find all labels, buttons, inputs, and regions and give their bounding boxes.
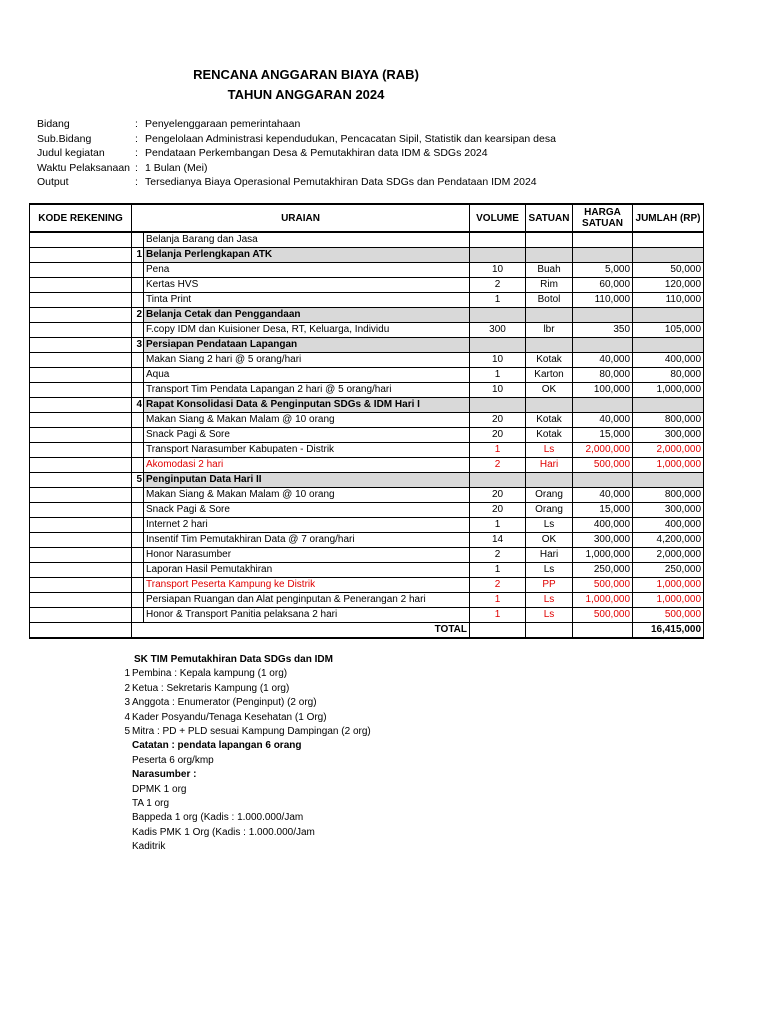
note-text: Kader Posyandu/Tenaga Kesehatan (1 Org) — [132, 711, 327, 723]
total-kode — [30, 623, 132, 639]
total-label: TOTAL — [132, 623, 470, 639]
cell-kode — [30, 473, 132, 488]
cell-harga: 5,000 — [573, 263, 633, 278]
note-line — [124, 696, 371, 710]
note-line — [130, 739, 371, 753]
table-row — [30, 458, 704, 473]
cell-no — [132, 548, 144, 563]
cell-volume: 1 — [470, 608, 526, 623]
cell-uraian: Snack Pagi & Sore — [144, 503, 470, 518]
cell-uraian: Aqua — [144, 368, 470, 383]
cell-no — [132, 383, 144, 398]
cell-harga — [573, 338, 633, 353]
meta-row — [37, 132, 556, 147]
note-number — [116, 739, 131, 753]
cell-satuan: Ls — [526, 563, 573, 578]
cell-satuan: Ls — [526, 593, 573, 608]
cell-uraian: Internet 2 hari — [144, 518, 470, 533]
table-row — [30, 232, 704, 248]
note-number — [116, 840, 131, 854]
cell-harga: 60,000 — [573, 278, 633, 293]
cell-uraian: Penginputan Data Hari II — [144, 473, 470, 488]
table-row — [30, 593, 704, 608]
table-row — [30, 293, 704, 308]
cell-satuan — [526, 308, 573, 323]
cell-jumlah: 50,000 — [633, 263, 704, 278]
cell-kode — [30, 383, 132, 398]
cell-satuan: Botol — [526, 293, 573, 308]
cell-no — [132, 413, 144, 428]
note-number — [116, 754, 131, 768]
note-line — [130, 653, 371, 667]
cell-harga: 2,000,000 — [573, 443, 633, 458]
cell-satuan: Kotak — [526, 353, 573, 368]
total-volume — [470, 623, 526, 639]
cell-uraian: Transport Tim Pendata Lapangan 2 hari @ 5 orang/hari — [144, 383, 470, 398]
cell-harga: 1,000,000 — [573, 593, 633, 608]
cell-no — [132, 428, 144, 443]
table-row — [30, 533, 704, 548]
cell-satuan: Ls — [526, 518, 573, 533]
cell-uraian: Akomodasi 2 hari — [144, 458, 470, 473]
cell-uraian: Makan Siang & Makan Malam @ 10 orang — [144, 488, 470, 503]
cell-jumlah — [633, 232, 704, 248]
cell-no: 4 — [132, 398, 144, 413]
cell-no — [132, 608, 144, 623]
note-text: Kadis PMK 1 Org (Kadis : 1.000.000/Jam — [132, 826, 315, 838]
cell-no — [132, 488, 144, 503]
cell-uraian: Snack Pagi & Sore — [144, 428, 470, 443]
document-subtitle: TAHUN ANGGARAN 2024 — [227, 87, 385, 102]
total-value: 16,415,000 — [633, 623, 704, 639]
note-line — [130, 754, 371, 768]
note-text: Catatan : pendata lapangan 6 orang — [132, 740, 302, 752]
cell-uraian: Honor Narasumber — [144, 548, 470, 563]
cell-volume: 2 — [470, 578, 526, 593]
cell-uraian: Belanja Perlengkapan ATK — [144, 248, 470, 263]
cell-uraian: Transport Peserta Kampung ke Distrik — [144, 578, 470, 593]
cell-no — [132, 263, 144, 278]
cell-harga: 500,000 — [573, 608, 633, 623]
cell-no — [132, 323, 144, 338]
cell-harga: 40,000 — [573, 488, 633, 503]
meta-colon: : — [135, 118, 138, 130]
meta-block — [37, 117, 556, 190]
cell-jumlah — [633, 308, 704, 323]
note-line — [124, 711, 371, 725]
total-row — [30, 623, 704, 639]
table-row — [30, 488, 704, 503]
note-number — [118, 653, 133, 667]
note-number: 5 — [124, 726, 130, 738]
cell-volume: 20 — [470, 428, 526, 443]
cell-volume — [470, 473, 526, 488]
cell-no — [132, 443, 144, 458]
section-row — [30, 248, 704, 263]
section-row — [30, 338, 704, 353]
header-uraian: URAIAN — [132, 204, 470, 232]
cell-volume: 14 — [470, 533, 526, 548]
cell-harga — [573, 308, 633, 323]
cell-kode — [30, 353, 132, 368]
note-number — [116, 768, 131, 782]
cell-no — [132, 368, 144, 383]
cell-uraian: Kertas HVS — [144, 278, 470, 293]
cell-harga: 40,000 — [573, 413, 633, 428]
meta-key: Bidang — [37, 118, 70, 130]
header-jumlah: JUMLAH (RP) — [633, 204, 704, 232]
cell-kode — [30, 533, 132, 548]
note-number — [116, 811, 131, 825]
cell-jumlah: 400,000 — [633, 518, 704, 533]
cell-kode — [30, 518, 132, 533]
note-number: 2 — [124, 682, 130, 694]
note-line — [130, 840, 371, 854]
note-text: Mitra : PD + PLD sesuai Kampung Dampingan (2 org) — [132, 726, 371, 738]
cell-volume: 20 — [470, 488, 526, 503]
table-row — [30, 353, 704, 368]
cell-kode — [30, 458, 132, 473]
note-line — [130, 783, 371, 797]
cell-jumlah: 4,200,000 — [633, 533, 704, 548]
note-text: DPMK 1 org — [132, 783, 187, 795]
cell-uraian: Belanja Cetak dan Penggandaan — [144, 308, 470, 323]
cell-jumlah: 300,000 — [633, 503, 704, 518]
note-line — [124, 667, 371, 681]
cell-kode — [30, 398, 132, 413]
cell-kode — [30, 248, 132, 263]
total-satuan — [526, 623, 573, 639]
cell-kode — [30, 278, 132, 293]
cell-jumlah: 2,000,000 — [633, 443, 704, 458]
cell-satuan — [526, 338, 573, 353]
note-number: 1 — [124, 668, 130, 680]
note-number — [116, 797, 131, 811]
cell-no: 1 — [132, 248, 144, 263]
note-text: Kaditrik — [132, 841, 166, 853]
cell-jumlah: 120,000 — [633, 278, 704, 293]
note-number — [116, 826, 131, 840]
cell-kode — [30, 323, 132, 338]
cell-harga: 110,000 — [573, 293, 633, 308]
cell-uraian: Persiapan Pendataan Lapangan — [144, 338, 470, 353]
cell-volume: 1 — [470, 368, 526, 383]
table-row — [30, 368, 704, 383]
header-satuan: SATUAN — [526, 204, 573, 232]
meta-row — [37, 146, 556, 161]
header-kode-rekening: KODE REKENING — [30, 204, 132, 232]
cell-jumlah: 110,000 — [633, 293, 704, 308]
cell-kode — [30, 593, 132, 608]
cell-kode — [30, 443, 132, 458]
note-text: Anggota : Enumerator (Penginput) (2 org) — [132, 697, 317, 709]
cell-harga — [573, 398, 633, 413]
cell-no — [132, 293, 144, 308]
cell-harga: 15,000 — [573, 503, 633, 518]
table-row — [30, 278, 704, 293]
meta-key: Output — [37, 176, 69, 189]
cell-harga: 80,000 — [573, 368, 633, 383]
meta-value: Pendataan Perkembangan Desa & Pemutakhiran data IDM & SDGs 2024 — [145, 147, 488, 160]
meta-value: Pengelolaan Administrasi kependudukan, Pencacatan Sipil, Statistik dan kearsipan desa — [145, 132, 556, 145]
cell-jumlah: 300,000 — [633, 428, 704, 443]
cell-satuan: Rim — [526, 278, 573, 293]
cell-uraian: Tinta Print — [144, 293, 470, 308]
cell-satuan: lbr — [526, 323, 573, 338]
section-row — [30, 308, 704, 323]
cell-harga: 15,000 — [573, 428, 633, 443]
cell-uraian: Persiapan Ruangan dan Alat penginputan & Penerangan 2 hari — [144, 593, 470, 608]
note-text: Ketua : Sekretaris Kampung (1 org) — [132, 682, 290, 694]
cell-volume: 1 — [470, 518, 526, 533]
section-row — [30, 473, 704, 488]
cell-kode — [30, 413, 132, 428]
note-number: 3 — [124, 697, 130, 709]
header-harga-satuan: HARGA SATUAN — [573, 204, 633, 232]
cell-volume — [470, 248, 526, 263]
cell-satuan: OK — [526, 383, 573, 398]
cell-uraian: Makan Siang 2 hari @ 5 orang/hari — [144, 353, 470, 368]
table-row — [30, 518, 704, 533]
cell-volume: 1 — [470, 593, 526, 608]
note-number — [116, 783, 131, 797]
cell-kode — [30, 503, 132, 518]
cell-satuan: Kotak — [526, 413, 573, 428]
table-row — [30, 563, 704, 578]
cell-harga: 400,000 — [573, 518, 633, 533]
cell-satuan: Ls — [526, 443, 573, 458]
cell-volume — [470, 338, 526, 353]
note-line — [130, 797, 371, 811]
cell-harga: 500,000 — [573, 578, 633, 593]
meta-row — [37, 117, 556, 132]
cell-uraian: F.copy IDM dan Kuisioner Desa, RT, Keluarga, Individu — [144, 323, 470, 338]
cell-kode — [30, 548, 132, 563]
meta-row — [37, 175, 556, 190]
cell-jumlah: 1,000,000 — [633, 593, 704, 608]
header-volume: VOLUME — [470, 204, 526, 232]
table-row — [30, 503, 704, 518]
cell-kode — [30, 578, 132, 593]
cell-kode — [30, 263, 132, 278]
cell-jumlah — [633, 398, 704, 413]
cell-satuan: Hari — [526, 548, 573, 563]
cell-volume: 1 — [470, 443, 526, 458]
cell-harga: 1,000,000 — [573, 548, 633, 563]
meta-row — [37, 161, 556, 176]
cell-satuan: OK — [526, 533, 573, 548]
cell-satuan: Orang — [526, 503, 573, 518]
cell-volume: 1 — [470, 563, 526, 578]
total-harga — [573, 623, 633, 639]
cell-jumlah — [633, 248, 704, 263]
cell-uraian: Pena — [144, 263, 470, 278]
cell-volume: 2 — [470, 278, 526, 293]
meta-colon: : — [135, 147, 138, 160]
cell-jumlah: 105,000 — [633, 323, 704, 338]
cell-harga — [573, 473, 633, 488]
cell-harga: 500,000 — [573, 458, 633, 473]
cell-harga: 100,000 — [573, 383, 633, 398]
meta-key: Judul kegiatan — [37, 147, 105, 160]
cell-satuan: Kotak — [526, 428, 573, 443]
cell-satuan: Ls — [526, 608, 573, 623]
cell-no — [132, 593, 144, 608]
note-text: Bappeda 1 org (Kadis : 1.000.000/Jam — [132, 812, 304, 824]
cell-volume: 2 — [470, 548, 526, 563]
section-row — [30, 398, 704, 413]
note-number: 4 — [124, 711, 130, 723]
table-row — [30, 263, 704, 278]
cell-volume: 20 — [470, 413, 526, 428]
cell-no — [132, 578, 144, 593]
meta-value: 1 Bulan (Mei) — [145, 161, 208, 174]
cell-uraian: Transport Narasumber Kabupaten - Distrik — [144, 443, 470, 458]
table-row — [30, 548, 704, 563]
cell-volume: 2 — [470, 458, 526, 473]
cell-volume — [470, 398, 526, 413]
cell-jumlah: 250,000 — [633, 563, 704, 578]
meta-colon: : — [135, 161, 138, 174]
cell-satuan: Hari — [526, 458, 573, 473]
cell-no — [132, 232, 144, 248]
cell-kode — [30, 368, 132, 383]
cell-satuan — [526, 248, 573, 263]
cell-no: 2 — [132, 308, 144, 323]
cell-satuan — [526, 398, 573, 413]
cell-volume: 1 — [470, 293, 526, 308]
cell-harga: 300,000 — [573, 533, 633, 548]
note-line — [130, 768, 371, 782]
note-line — [124, 725, 371, 739]
cell-uraian: Laporan Hasil Pemutakhiran — [144, 563, 470, 578]
table-row — [30, 383, 704, 398]
cell-satuan — [526, 473, 573, 488]
cell-jumlah: 800,000 — [633, 413, 704, 428]
cell-volume: 300 — [470, 323, 526, 338]
cell-volume: 10 — [470, 263, 526, 278]
cell-satuan: PP — [526, 578, 573, 593]
cell-uraian: Rapat Konsolidasi Data & Penginputan SDGs & IDM Hari I — [144, 398, 470, 413]
table-header-row — [30, 204, 704, 232]
note-text: SK TIM Pemutakhiran Data SDGs dan IDM — [134, 654, 333, 665]
table-row — [30, 578, 704, 593]
table-row — [30, 608, 704, 623]
cell-kode — [30, 608, 132, 623]
cell-kode — [30, 338, 132, 353]
cell-harga: 40,000 — [573, 353, 633, 368]
cell-no — [132, 458, 144, 473]
cell-kode — [30, 293, 132, 308]
cell-no — [132, 563, 144, 578]
meta-colon: : — [135, 132, 138, 145]
cell-volume — [470, 232, 526, 248]
cell-jumlah: 1,000,000 — [633, 383, 704, 398]
note-text: Pembina : Kepala kampung (1 org) — [132, 668, 288, 680]
cell-kode — [30, 232, 132, 248]
rab-table — [29, 203, 704, 639]
cell-harga: 350 — [573, 323, 633, 338]
cell-jumlah: 1,000,000 — [633, 578, 704, 593]
cell-no — [132, 353, 144, 368]
note-line — [130, 811, 371, 825]
cell-jumlah — [633, 338, 704, 353]
cell-kode — [30, 563, 132, 578]
meta-value: Penyelenggaraan pemerintahaan — [145, 118, 301, 130]
cell-no: 5 — [132, 473, 144, 488]
table-row — [30, 323, 704, 338]
cell-no: 3 — [132, 338, 144, 353]
cell-volume: 20 — [470, 503, 526, 518]
notes-block — [124, 653, 371, 855]
meta-key: Waktu Pelaksanaan — [37, 161, 130, 174]
cell-satuan — [526, 232, 573, 248]
meta-colon: : — [135, 176, 138, 189]
cell-uraian: Belanja Barang dan Jasa — [144, 232, 470, 248]
note-text: TA 1 org — [132, 798, 170, 810]
cell-jumlah: 800,000 — [633, 488, 704, 503]
cell-no — [132, 503, 144, 518]
cell-kode — [30, 428, 132, 443]
table-row — [30, 443, 704, 458]
cell-satuan: Buah — [526, 263, 573, 278]
cell-jumlah: 400,000 — [633, 353, 704, 368]
cell-harga: 250,000 — [573, 563, 633, 578]
cell-jumlah: 2,000,000 — [633, 548, 704, 563]
cell-no — [132, 278, 144, 293]
cell-satuan: Orang — [526, 488, 573, 503]
cell-harga — [573, 248, 633, 263]
cell-volume: 10 — [470, 383, 526, 398]
note-text: Peserta 6 org/kmp — [132, 754, 214, 766]
cell-no — [132, 533, 144, 548]
document-title: RENCANA ANGGARAN BIAYA (RAB) — [193, 67, 419, 82]
cell-kode — [30, 488, 132, 503]
cell-jumlah: 500,000 — [633, 608, 704, 623]
cell-uraian: Insentif Tim Pemutakhiran Data @ 7 orang/hari — [144, 533, 470, 548]
cell-kode — [30, 308, 132, 323]
cell-volume: 10 — [470, 353, 526, 368]
cell-jumlah — [633, 473, 704, 488]
table-row — [30, 413, 704, 428]
cell-jumlah: 1,000,000 — [633, 458, 704, 473]
meta-value: Tersedianya Biaya Operasional Pemutakhiran Data SDGs dan Pendataan IDM 2024 — [145, 176, 537, 189]
meta-key: Sub.Bidang — [37, 132, 92, 145]
cell-volume — [470, 308, 526, 323]
table-body — [30, 232, 704, 623]
cell-harga — [573, 232, 633, 248]
cell-satuan: Karton — [526, 368, 573, 383]
cell-uraian: Makan Siang & Makan Malam @ 10 orang — [144, 413, 470, 428]
note-text: Narasumber : — [132, 769, 197, 781]
note-line — [124, 682, 371, 696]
cell-jumlah: 80,000 — [633, 368, 704, 383]
note-line — [130, 826, 371, 840]
cell-uraian: Honor & Transport Panitia pelaksana 2 hari — [144, 608, 470, 623]
cell-no — [132, 518, 144, 533]
table-row — [30, 428, 704, 443]
